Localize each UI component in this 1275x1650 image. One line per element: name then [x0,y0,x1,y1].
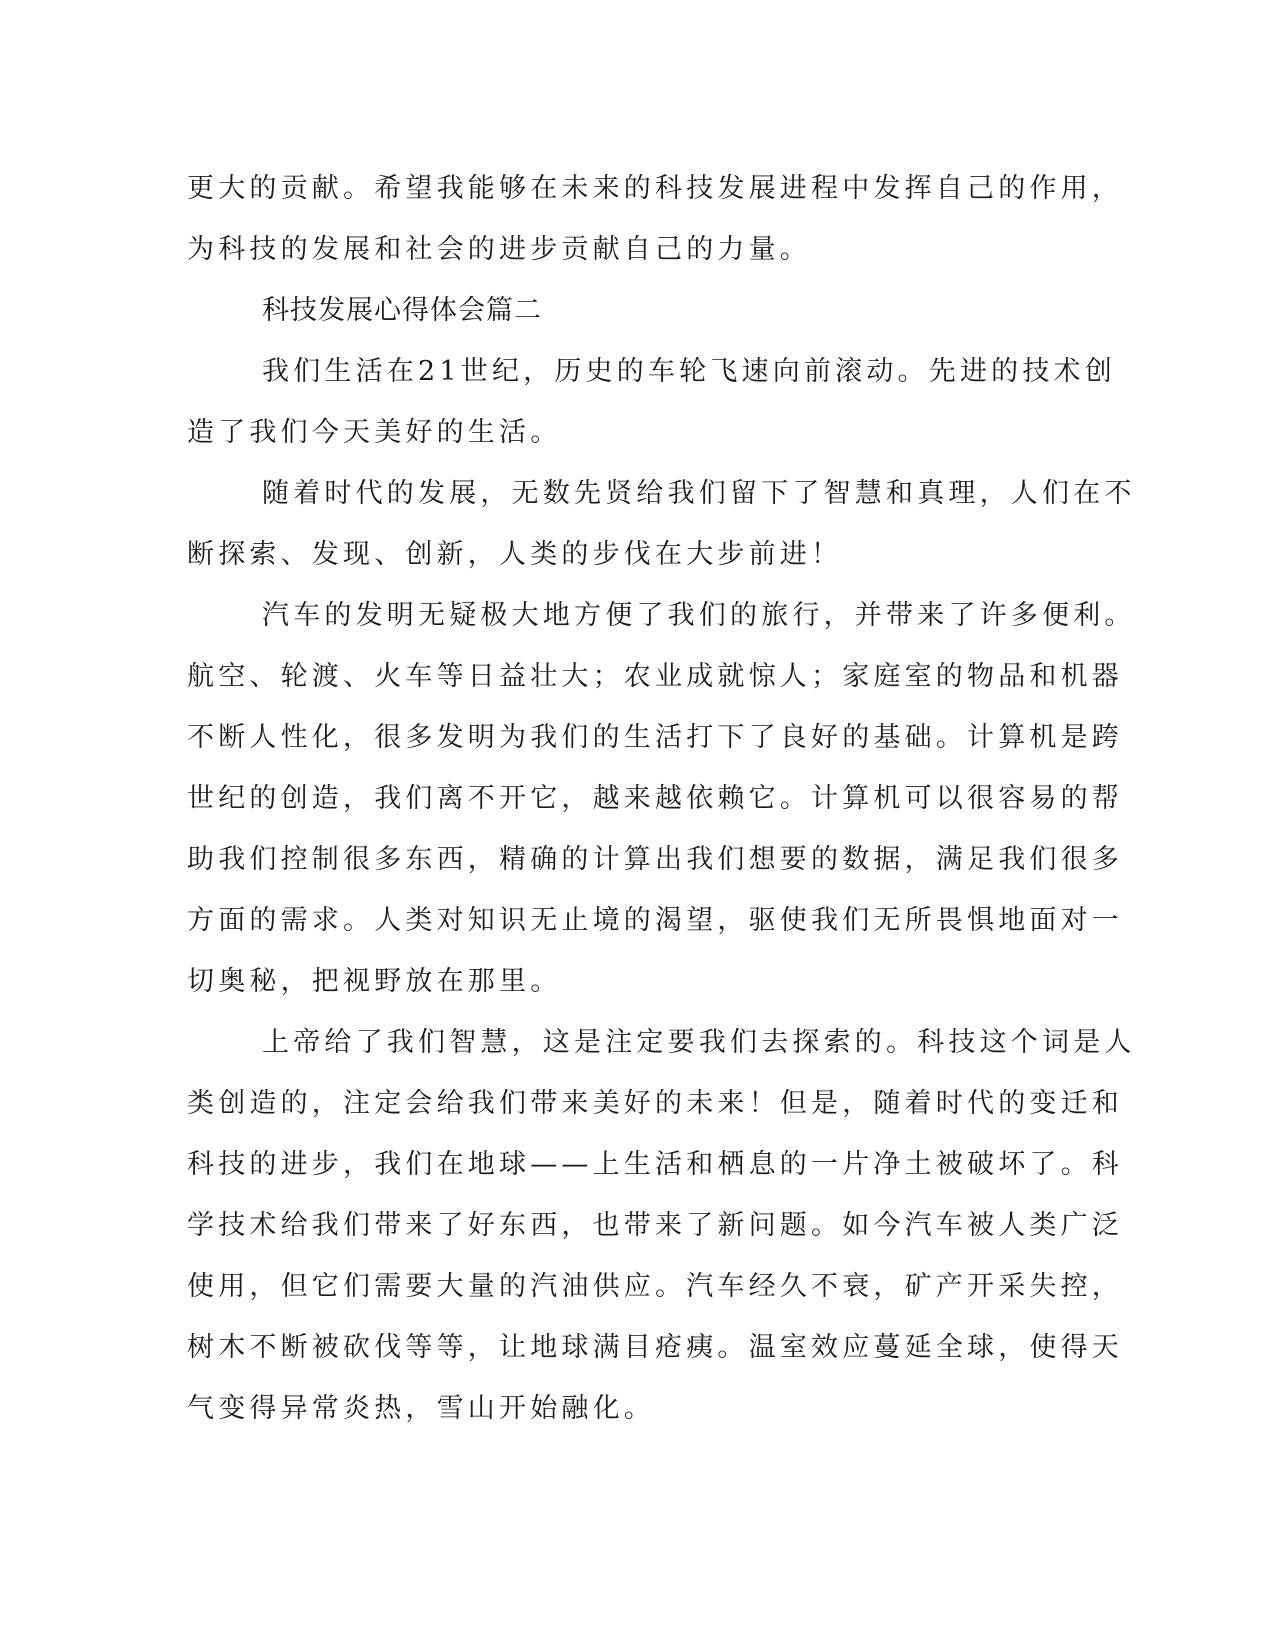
paragraph-line: 上帝给了我们智慧，这是注定要我们去探索的。科技这个词是人 [262,1027,1136,1058]
paragraph-line: 随着时代的发展，无数先贤给我们留下了智慧和真理，人们在不 [262,478,1136,509]
paragraph-line: 切奥秘，把视野放在那里。 [187,966,562,997]
paragraph-line: 造了我们今天美好的生活。 [187,417,562,448]
paragraph-line: 我们生活在21世纪，历史的车轮飞速向前滚动。先进的技术创 [262,356,1116,387]
paragraph-line: 不断人性化，很多发明为我们的生活打下了良好的基础。计算机是跨 [187,722,1123,753]
paragraph-line: 气变得异常炎热，雪山开始融化。 [187,1393,655,1424]
paragraph-line: 学技术给我们带来了好东西，也带来了新问题。如今汽车被人类广泛 [187,1210,1123,1241]
paragraph-line: 助我们控制很多东西，精确的计算出我们想要的数据，满足我们很多 [187,844,1123,875]
paragraph-line: 树木不断被砍伐等等，让地球满目疮痍。温室效应蔓延全球，使得天 [187,1332,1123,1363]
paragraph-line: 类创造的，注定会给我们带来美好的未来！但是，随着时代的变迁和 [187,1088,1123,1119]
paragraph-line: 使用，但它们需要大量的汽油供应。汽车经久不衰，矿产开采失控， [187,1271,1123,1302]
section-heading: 科技发展心得体会篇二 [262,295,542,326]
paragraph-line: 科技的进步，我们在地球——上生活和栖息的一片净土被破坏了。科 [187,1149,1123,1180]
paragraph-line: 航空、轮渡、火车等日益壮大；农业成就惊人；家庭室的物品和机器 [187,661,1123,692]
paragraph-line: 方面的需求。人类对知识无止境的渴望，驱使我们无所畏惧地面对一 [187,905,1123,936]
paragraph-line: 世纪的创造，我们离不开它，越来越依赖它。计算机可以很容易的帮 [187,783,1123,814]
document-body [187,158,1136,1439]
paragraph-line: 为科技的发展和社会的进步贡献自己的力量。 [187,234,811,265]
paragraph-line: 断探索、发现、创新，人类的步伐在大步前进！ [187,539,843,570]
paragraph-line: 汽车的发明无疑极大地方便了我们的旅行，并带来了许多便利。 [262,600,1136,631]
paragraph-line: 更大的贡献。希望我能够在未来的科技发展进程中发挥自己的作用， [187,173,1123,204]
